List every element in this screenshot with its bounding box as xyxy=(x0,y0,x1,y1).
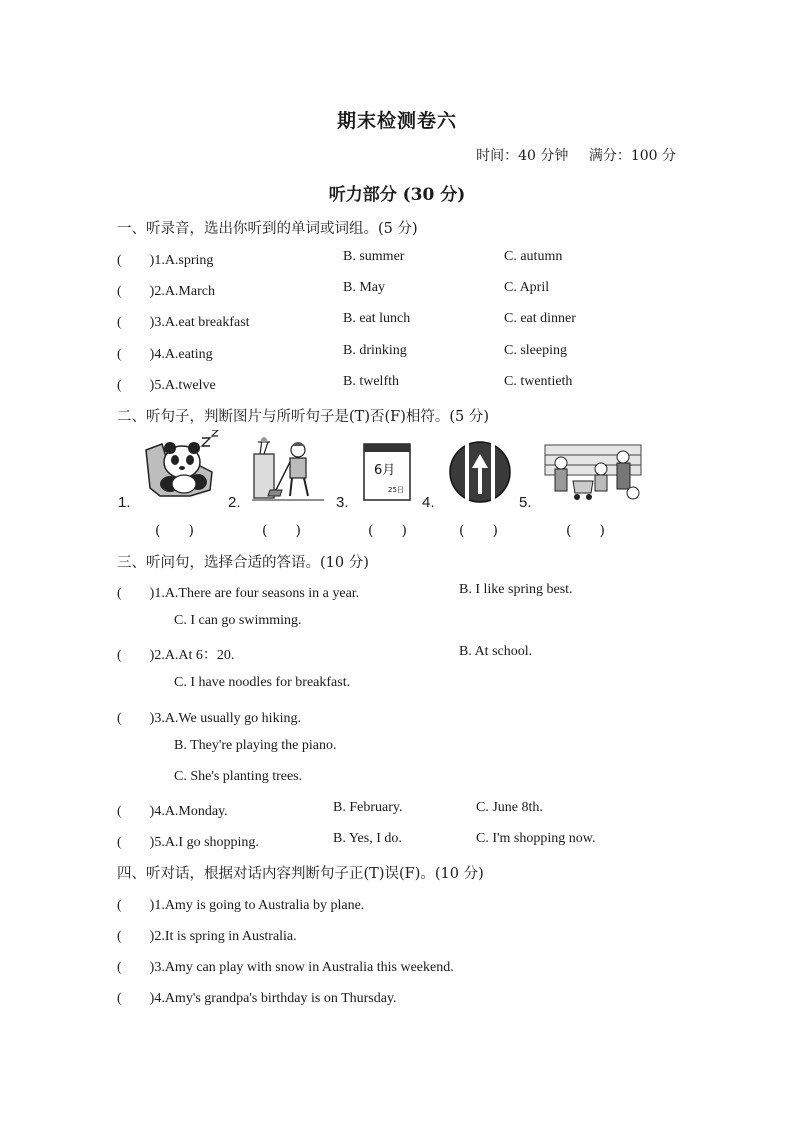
s3-q1-stem: ( )1.A.There are four seasons in a year. xyxy=(117,586,360,601)
page-title: 期末检测卷六 xyxy=(336,110,457,132)
calendar-picture xyxy=(362,440,414,502)
s1-q2-b: B. May xyxy=(343,280,385,295)
listening-part-title: 听力部分 (30 分) xyxy=(328,185,466,205)
s4-q4: ( )4.Amy's grandpa's birthday is on Thursday. xyxy=(117,991,397,1006)
s4-q1: ( )1.Amy is going to Australia by plane. xyxy=(117,898,365,913)
s1-q1-stem: ( )1.A.spring xyxy=(117,253,214,268)
s1-q3-stem: ( )3.A.eat breakfast xyxy=(117,315,250,330)
picture-number-5: 5. xyxy=(519,494,532,511)
s3-q2-stem: ( )2.A.At 6：20. xyxy=(117,648,235,663)
section-4-heading: 四、听对话，根据对话内容判断句子正(T)误(F)。(10 分) xyxy=(117,866,484,882)
family-shopping-picture xyxy=(543,441,643,505)
picture-number-2: 2. xyxy=(228,494,241,511)
s4-q2: ( )2.It is spring in Australia. xyxy=(117,929,297,944)
s1-q5-c: C. twentieth xyxy=(504,374,573,389)
picture-number-3: 3. xyxy=(336,494,349,511)
s3-q1-b: B. I like spring best. xyxy=(459,582,573,597)
calendar-day: 25日 xyxy=(388,486,404,494)
picture-number-1: 1. xyxy=(118,494,131,511)
section-1-heading: 一、听录音，选出你听到的单词或词组。(5 分) xyxy=(117,221,418,237)
s3-q3-b: B. They're playing the piano. xyxy=(174,738,337,753)
picture-number-4: 4. xyxy=(422,494,435,511)
calendar-month: 6月 xyxy=(374,463,396,478)
picture-3-answer-blank[interactable]: ( ) xyxy=(368,523,407,539)
s3-q5-b: B. Yes, I do. xyxy=(333,831,402,846)
s1-q4-stem: ( )4.A.eating xyxy=(117,347,213,362)
s3-q3-c: C. She's planting trees. xyxy=(174,769,303,784)
s1-q2-stem: ( )2.A.March xyxy=(117,284,215,299)
s1-q3-b: B. eat lunch xyxy=(343,311,411,326)
picture-5-answer-blank[interactable]: ( ) xyxy=(566,523,605,539)
exam-meta xyxy=(460,145,676,165)
s3-q5-c: C. I'm shopping now. xyxy=(476,831,596,846)
s1-q4-c: C. sleeping xyxy=(504,343,567,358)
road-sign-picture xyxy=(448,440,512,504)
s3-q5-stem: ( )5.A.I go shopping. xyxy=(117,835,259,850)
picture-2-answer-blank[interactable]: ( ) xyxy=(262,523,301,539)
s3-q4-c: C. June 8th. xyxy=(476,800,543,815)
picture-1-answer-blank[interactable]: ( ) xyxy=(155,523,194,539)
s1-q4-b: B. drinking xyxy=(343,343,407,358)
s3-q4-stem: ( )4.A.Monday. xyxy=(117,804,228,819)
sleeping-panda-picture xyxy=(140,430,224,502)
s3-q4-b: B. February. xyxy=(333,800,403,815)
time-limit: 时间：40 分钟 xyxy=(476,148,569,164)
section-3-heading: 三、听问句，选择合适的答语。(10 分) xyxy=(117,555,369,571)
full-score: 满分：100 分 xyxy=(588,148,676,164)
s4-q3: ( )3.Amy can play with snow in Australia this weekend. xyxy=(117,960,454,975)
picture-4-answer-blank[interactable]: ( ) xyxy=(459,523,498,539)
s3-q1-c: C. I can go swimming. xyxy=(174,613,302,628)
s3-q3-stem: ( )3.A.We usually go hiking. xyxy=(117,711,301,726)
s3-q2-b: B. At school. xyxy=(459,644,533,659)
section-2-heading: 二、听句子，判断图片与所听句子是(T)否(F)相符。(5 分) xyxy=(117,409,490,425)
s1-q5-b: B. twelfth xyxy=(343,374,399,389)
s1-q5-stem: ( )5.A.twelve xyxy=(117,378,216,393)
s1-q3-c: C. eat dinner xyxy=(504,311,576,326)
child-cleaning-picture xyxy=(252,436,324,504)
s1-q2-c: C. April xyxy=(504,280,550,295)
s1-q1-c: C. autumn xyxy=(504,249,563,264)
s3-q2-c: C. I have noodles for breakfast. xyxy=(174,675,351,690)
s1-q1-b: B. summer xyxy=(343,249,405,264)
